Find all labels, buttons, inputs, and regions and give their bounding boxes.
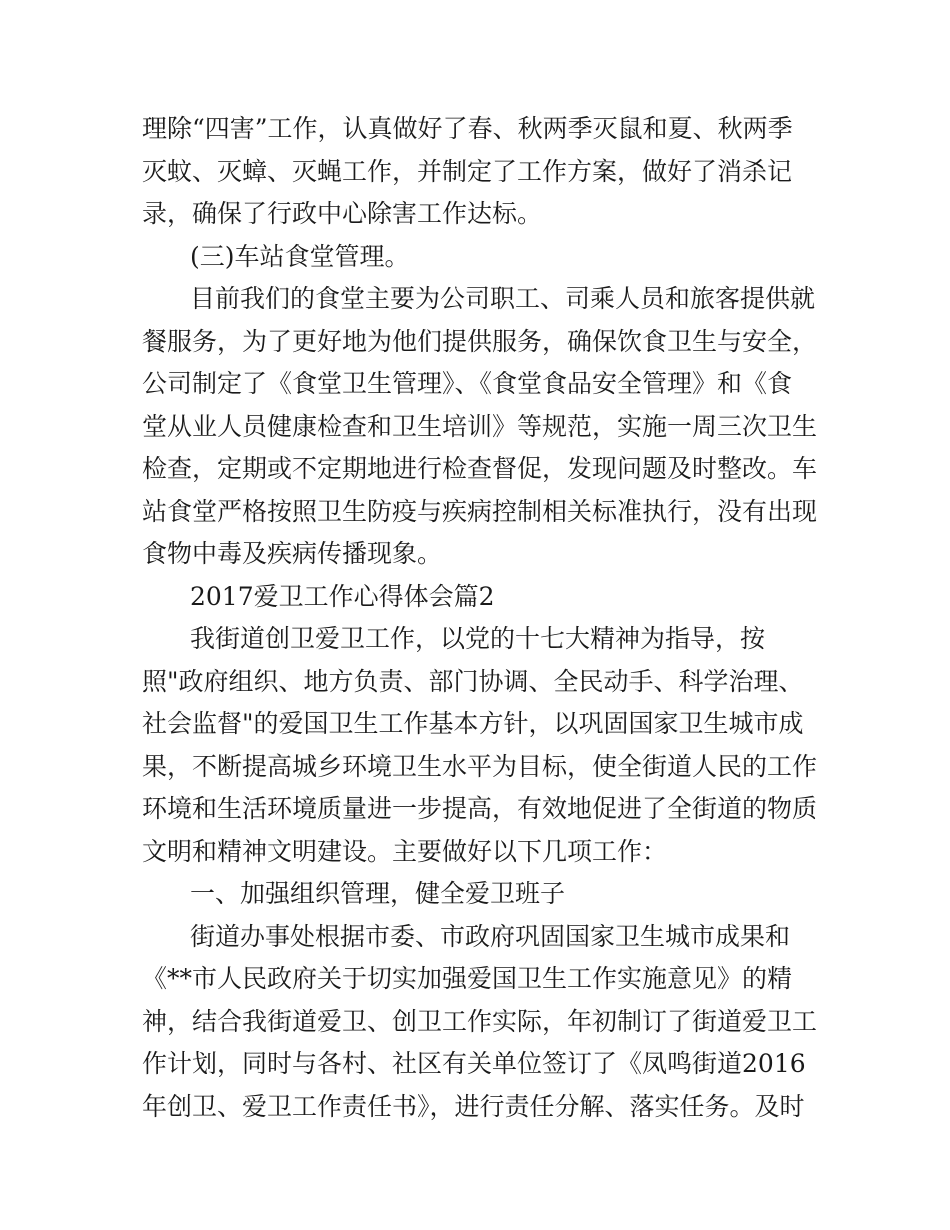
text-line: 灭蚊、灭蟑、灭蝇工作，并制定了工作方案，做好了消杀记 [142,156,793,186]
text-line: 年创卫、爱卫工作责任书》，进行责任分解、落实任务。及时 [142,1091,805,1121]
text-line: 神，结合我街道爱卫、创卫工作实际，年初制订了街道爱卫工 [142,1006,818,1036]
text-line: 果，不断提高城乡环境卫生水平为目标，使全街道人民的工作 [142,751,818,781]
text-line: 站食堂严格按照卫生防疫与疾病控制相关标准执行，没有出现 [142,496,818,526]
section-title: 2017爱卫工作心得体会篇2 [190,581,495,611]
text-line: 文明和精神文明建设。主要做好以下几项工作： [142,836,668,866]
document-body [142,108,818,1128]
text-line: 照"政府组织、地方负责、部门协调、全民动手、科学治理、 [142,666,804,696]
text-line: 理除“四害”工作，认真做好了春、秋两季灭鼠和夏、秋两季 [142,114,793,143]
text-line: 食物中毒及疾病传播现象。 [142,539,443,568]
subsection-heading: 一、加强组织管理，健全爱卫班子 [190,879,566,908]
text-line: 环境和生活环境质量进一步提高，有效地促进了全街道的物质 [142,794,818,823]
text-line: 目前我们的食堂主要为公司职工、司乘人员和旅客提供就 [190,284,816,313]
text-line: 社会监督"的爱国卫生工作基本方针，以巩固国家卫生城市成 [142,709,804,738]
text-line: 堂从业人员健康检查和卫生培训》等规范，实施一周三次卫生 [142,411,818,441]
text-line: 我街道创卫爱卫工作，以党的十七大精神为指导，按 [190,624,766,653]
text-line: 餐服务，为了更好地为他们提供服务，确保饮食卫生与安全， [142,326,818,356]
text-line: 检查，定期或不定期地进行检查督促，发现问题及时整改。车 [142,454,818,483]
text-line: 街道办事处根据市委、市政府巩固国家卫生城市成果和 [190,921,791,951]
subsection-heading: (三)车站食堂管理。 [190,241,410,271]
text-line: 录，确保了行政中心除害工作达标。 [142,199,543,228]
text-line: 公司制定了《食堂卫生管理》、《食堂食品安全管理》和《食 [142,369,793,398]
text-line: 作计划，同时与各村、社区有关单位签订了《凤鸣街道2016 [142,1049,806,1078]
text-line: 《**市人民政府关于切实加强爱国卫生工作实施意见》的精 [142,964,793,993]
